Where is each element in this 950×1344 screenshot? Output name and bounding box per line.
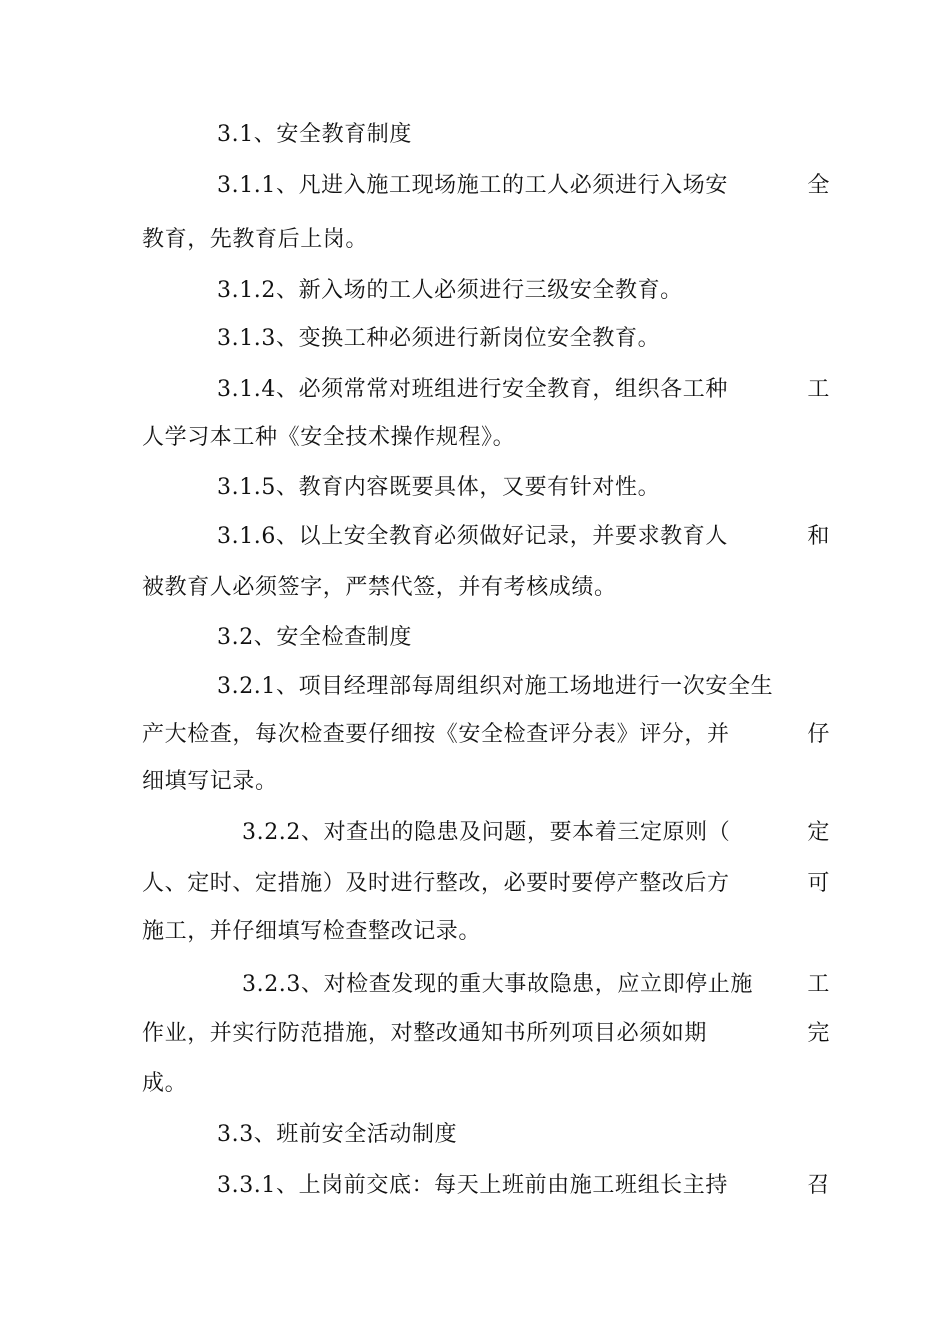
paragraph-3-1-3: 3.1.3、变换工种必须进行新岗位安全教育。 [217,326,661,351]
paragraph-3-2-1-line [217,669,830,705]
paragraph-3-2-1-line: 细填写记录。 [142,769,278,794]
line-tail: 和 [807,524,830,549]
paragraph-3-2-1-line [142,717,830,753]
line-tail: 仔 [807,722,830,747]
line-text: 3.3.1、上岗前交底：每天上班前由施工班组长主持 [217,1173,728,1198]
paragraph-3-2-3-line [142,1016,830,1052]
line-text: 3.1.4、必须常常对班组进行安全教育，组织各工种 [217,377,728,402]
paragraph-3-1-1-line: 教育，先教育后上岗。 [142,227,369,252]
line-tail: 召 [807,1173,830,1198]
paragraph-3-1-4-line [217,372,830,408]
line-tail: 完 [807,1021,830,1046]
paragraph-3-2-3-line: 成。 [142,1071,188,1096]
section-heading-3-1: 3.1、安全教育制度 [217,122,412,147]
line-text: 3.2.1、项目经理部每周组织对施工场地进行一次安全生 [217,674,774,699]
paragraph-3-1-6-line [217,519,830,555]
section-heading-3-3: 3.3、班前安全活动制度 [217,1122,458,1147]
line-text: 人、定时、定措施）及时进行整改，必要时要停产整改后方 [142,871,730,896]
line-text: 产大检查，每次检查要仔细按《安全检查评分表》评分，并 [142,722,730,747]
line-text: 3.1.1、凡进入施工现场施工的工人必须进行入场安 [217,173,728,198]
line-text: 作业，并实行防范措施，对整改通知书所列项目必须如期 [142,1021,708,1046]
paragraph-3-2-2-line [242,815,830,851]
paragraph-3-1-2: 3.1.2、新入场的工人必须进行三级安全教育。 [217,278,683,303]
line-tail: 可 [807,871,830,896]
line-tail: 全 [807,173,830,198]
line-text: 3.2.3、对检查发现的重大事故隐患，应立即停止施 [242,972,753,997]
line-text: 3.2.2、对查出的隐患及问题，要本着三定原则（ [242,820,731,845]
line-tail: 工 [807,972,830,997]
paragraph-3-1-5: 3.1.5、教育内容既要具体，又要有针对性。 [217,475,661,500]
paragraph-3-2-2-line: 施工，并仔细填写检查整改记录。 [142,919,482,944]
paragraph-3-1-6-line: 被教育人必须签字，严禁代签，并有考核成绩。 [142,575,617,600]
paragraph-3-2-2-line [142,866,830,902]
line-text: 3.1.6、以上安全教育必须做好记录，并要求教育人 [217,524,728,549]
line-tail: 定 [807,820,830,845]
line-tail: 工 [807,377,830,402]
paragraph-3-1-1-line [217,168,830,204]
paragraph-3-1-4-line: 人学习本工种《安全技术操作规程》。 [142,425,516,450]
paragraph-3-2-3-line [242,967,830,1003]
section-heading-3-2: 3.2、安全检查制度 [217,625,412,650]
paragraph-3-3-1-line [217,1168,830,1204]
